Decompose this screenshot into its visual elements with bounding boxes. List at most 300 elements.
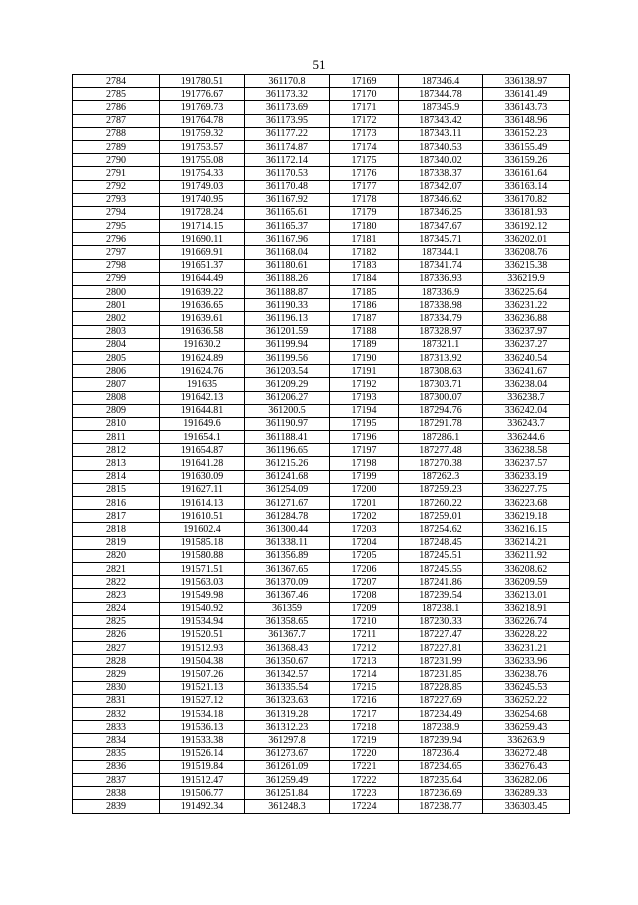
cell-y-coordinate-right: 336245.53 (483, 681, 570, 694)
cell-x-coordinate-left: 191527.12 (160, 694, 245, 707)
cell-x-coordinate-left: 191759.32 (160, 127, 245, 140)
cell-x-coordinate-right: 187259.01 (399, 510, 483, 523)
cell-point-number-right: 17197 (330, 444, 399, 457)
cell-point-number-left: 2808 (73, 391, 160, 404)
cell-y-coordinate-right: 336170.82 (483, 193, 570, 206)
cell-point-number-right: 17171 (330, 101, 399, 114)
cell-point-number-left: 2817 (73, 510, 160, 523)
cell-y-coordinate-left: 361273.67 (245, 747, 330, 760)
cell-y-coordinate-left: 361284.78 (245, 510, 330, 523)
cell-point-number-left: 2797 (73, 246, 160, 259)
cell-y-coordinate-right: 336254.68 (483, 708, 570, 721)
cell-y-coordinate-right: 336218.91 (483, 602, 570, 615)
cell-y-coordinate-right: 336211.92 (483, 549, 570, 562)
cell-y-coordinate-right: 336252.22 (483, 694, 570, 707)
cell-point-number-left: 2829 (73, 668, 160, 681)
cell-point-number-left: 2793 (73, 193, 160, 206)
cell-x-coordinate-left: 191492.34 (160, 800, 245, 813)
cell-x-coordinate-right: 187341.74 (399, 259, 483, 272)
cell-x-coordinate-right: 187239.94 (399, 734, 483, 747)
cell-x-coordinate-right: 187238.77 (399, 800, 483, 813)
cell-y-coordinate-left: 361370.09 (245, 576, 330, 589)
cell-x-coordinate-left: 191624.89 (160, 351, 245, 364)
cell-point-number-left: 2821 (73, 562, 160, 575)
cell-x-coordinate-left: 191614.13 (160, 497, 245, 510)
table-row (73, 114, 570, 127)
cell-x-coordinate-left: 191512.47 (160, 773, 245, 786)
cell-y-coordinate-right: 336226.74 (483, 615, 570, 628)
cell-x-coordinate-left: 191639.22 (160, 286, 245, 299)
cell-x-coordinate-right: 187347.67 (399, 220, 483, 233)
cell-x-coordinate-right: 187260.22 (399, 497, 483, 510)
cell-y-coordinate-left: 361190.97 (245, 417, 330, 430)
cell-y-coordinate-right: 336208.76 (483, 246, 570, 259)
cell-y-coordinate-left: 361356.89 (245, 549, 330, 562)
cell-y-coordinate-left: 361297.8 (245, 734, 330, 747)
table-row (73, 734, 570, 747)
cell-y-coordinate-left: 361312.23 (245, 721, 330, 734)
cell-point-number-right: 17195 (330, 417, 399, 430)
cell-y-coordinate-left: 361200.5 (245, 404, 330, 417)
table-row (73, 286, 570, 299)
table-row (73, 101, 570, 114)
cell-point-number-right: 17180 (330, 220, 399, 233)
table-row (73, 497, 570, 510)
cell-point-number-left: 2825 (73, 615, 160, 628)
cell-point-number-right: 17173 (330, 127, 399, 140)
cell-y-coordinate-right: 336238.7 (483, 391, 570, 404)
cell-point-number-left: 2784 (73, 75, 160, 88)
table-row (73, 510, 570, 523)
cell-x-coordinate-right: 187228.85 (399, 681, 483, 694)
cell-y-coordinate-right: 336208.62 (483, 562, 570, 575)
cell-point-number-left: 2807 (73, 378, 160, 391)
cell-point-number-left: 2799 (73, 272, 160, 285)
cell-x-coordinate-right: 187286.1 (399, 431, 483, 444)
cell-point-number-right: 17198 (330, 457, 399, 470)
cell-y-coordinate-left: 361259.49 (245, 773, 330, 786)
table-row (73, 206, 570, 219)
cell-x-coordinate-left: 191526.14 (160, 747, 245, 760)
cell-y-coordinate-right: 336213.01 (483, 589, 570, 602)
cell-x-coordinate-left: 191639.61 (160, 312, 245, 325)
cell-x-coordinate-left: 191533.38 (160, 734, 245, 747)
cell-x-coordinate-right: 187245.51 (399, 549, 483, 562)
cell-x-coordinate-right: 187338.98 (399, 299, 483, 312)
cell-x-coordinate-right: 187230.33 (399, 615, 483, 628)
cell-point-number-left: 2815 (73, 483, 160, 496)
cell-x-coordinate-left: 191753.57 (160, 140, 245, 153)
cell-x-coordinate-left: 191624.76 (160, 365, 245, 378)
cell-x-coordinate-right: 187254.62 (399, 523, 483, 536)
cell-y-coordinate-left: 361300.44 (245, 523, 330, 536)
cell-point-number-right: 17176 (330, 167, 399, 180)
cell-x-coordinate-left: 191690.11 (160, 233, 245, 246)
cell-x-coordinate-left: 191571.51 (160, 562, 245, 575)
cell-y-coordinate-left: 361254.09 (245, 483, 330, 496)
cell-point-number-right: 17188 (330, 325, 399, 338)
cell-x-coordinate-left: 191519.84 (160, 760, 245, 773)
cell-x-coordinate-right: 187239.54 (399, 589, 483, 602)
cell-y-coordinate-right: 336240.54 (483, 351, 570, 364)
cell-y-coordinate-left: 361170.48 (245, 180, 330, 193)
cell-x-coordinate-right: 187321.1 (399, 338, 483, 351)
cell-y-coordinate-left: 361167.92 (245, 193, 330, 206)
table-row (73, 431, 570, 444)
cell-point-number-left: 2802 (73, 312, 160, 325)
cell-point-number-right: 17196 (330, 431, 399, 444)
cell-point-number-right: 17182 (330, 246, 399, 259)
cell-x-coordinate-right: 187303.71 (399, 378, 483, 391)
cell-point-number-right: 17209 (330, 602, 399, 615)
cell-y-coordinate-left: 361170.8 (245, 75, 330, 88)
cell-y-coordinate-right: 336138.97 (483, 75, 570, 88)
cell-x-coordinate-right: 187234.65 (399, 760, 483, 773)
cell-point-number-right: 17213 (330, 655, 399, 668)
cell-point-number-left: 2805 (73, 351, 160, 364)
cell-point-number-left: 2801 (73, 299, 160, 312)
cell-y-coordinate-left: 361165.37 (245, 220, 330, 233)
cell-x-coordinate-left: 191769.73 (160, 101, 245, 114)
cell-x-coordinate-left: 191749.03 (160, 180, 245, 193)
cell-point-number-right: 17184 (330, 272, 399, 285)
cell-x-coordinate-left: 191644.49 (160, 272, 245, 285)
cell-x-coordinate-right: 187345.71 (399, 233, 483, 246)
cell-x-coordinate-right: 187227.69 (399, 694, 483, 707)
cell-x-coordinate-left: 191755.08 (160, 154, 245, 167)
cell-y-coordinate-right: 336209.59 (483, 576, 570, 589)
cell-x-coordinate-right: 187245.55 (399, 562, 483, 575)
cell-x-coordinate-right: 187343.11 (399, 127, 483, 140)
cell-point-number-right: 17170 (330, 88, 399, 101)
cell-point-number-left: 2828 (73, 655, 160, 668)
cell-x-coordinate-right: 187227.81 (399, 642, 483, 655)
cell-y-coordinate-right: 336231.22 (483, 299, 570, 312)
cell-y-coordinate-right: 336233.96 (483, 655, 570, 668)
cell-y-coordinate-right: 336181.93 (483, 206, 570, 219)
cell-point-number-right: 17201 (330, 497, 399, 510)
table-row (73, 75, 570, 88)
cell-point-number-right: 17193 (330, 391, 399, 404)
cell-x-coordinate-left: 191520.51 (160, 628, 245, 641)
cell-y-coordinate-right: 336143.73 (483, 101, 570, 114)
table-row (73, 444, 570, 457)
cell-y-coordinate-right: 336272.48 (483, 747, 570, 760)
cell-x-coordinate-right: 187236.4 (399, 747, 483, 760)
cell-x-coordinate-right: 187344.78 (399, 88, 483, 101)
cell-y-coordinate-right: 336237.57 (483, 457, 570, 470)
table-row (73, 220, 570, 233)
cell-y-coordinate-left: 361190.33 (245, 299, 330, 312)
coordinates-table (72, 74, 570, 814)
cell-y-coordinate-left: 361188.41 (245, 431, 330, 444)
cell-x-coordinate-left: 191669.91 (160, 246, 245, 259)
cell-y-coordinate-left: 361368.43 (245, 642, 330, 655)
table-row (73, 391, 570, 404)
cell-point-number-left: 2833 (73, 721, 160, 734)
cell-point-number-right: 17178 (330, 193, 399, 206)
table-row (73, 365, 570, 378)
cell-point-number-right: 17192 (330, 378, 399, 391)
cell-x-coordinate-left: 191534.94 (160, 615, 245, 628)
cell-y-coordinate-right: 336263.9 (483, 734, 570, 747)
cell-point-number-right: 17172 (330, 114, 399, 127)
page-number: 51 (312, 57, 326, 72)
cell-y-coordinate-left: 361367.7 (245, 628, 330, 641)
table-row (73, 233, 570, 246)
cell-x-coordinate-right: 187259.23 (399, 483, 483, 496)
cell-x-coordinate-right: 187313.92 (399, 351, 483, 364)
cell-y-coordinate-right: 336223.68 (483, 497, 570, 510)
cell-x-coordinate-right: 187343.42 (399, 114, 483, 127)
cell-x-coordinate-right: 187294.76 (399, 404, 483, 417)
cell-y-coordinate-right: 336237.27 (483, 338, 570, 351)
cell-point-number-right: 17174 (330, 140, 399, 153)
cell-point-number-right: 17202 (330, 510, 399, 523)
cell-x-coordinate-left: 191610.51 (160, 510, 245, 523)
cell-y-coordinate-right: 336233.19 (483, 470, 570, 483)
cell-point-number-left: 2786 (73, 101, 160, 114)
cell-point-number-left: 2790 (73, 154, 160, 167)
cell-point-number-left: 2791 (73, 167, 160, 180)
cell-x-coordinate-left: 191644.81 (160, 404, 245, 417)
cell-point-number-left: 2834 (73, 734, 160, 747)
cell-point-number-left: 2800 (73, 286, 160, 299)
cell-x-coordinate-left: 191754.33 (160, 167, 245, 180)
cell-x-coordinate-left: 191507.26 (160, 668, 245, 681)
cell-point-number-left: 2827 (73, 642, 160, 655)
cell-x-coordinate-left: 191641.28 (160, 457, 245, 470)
table-row (73, 760, 570, 773)
cell-x-coordinate-right: 187238.1 (399, 602, 483, 615)
cell-x-coordinate-left: 191764.78 (160, 114, 245, 127)
cell-y-coordinate-right: 336231.21 (483, 642, 570, 655)
cell-point-number-right: 17220 (330, 747, 399, 760)
cell-point-number-left: 2789 (73, 140, 160, 153)
cell-point-number-left: 2826 (73, 628, 160, 641)
cell-x-coordinate-right: 187334.79 (399, 312, 483, 325)
cell-y-coordinate-left: 361206.27 (245, 391, 330, 404)
cell-y-coordinate-right: 336236.88 (483, 312, 570, 325)
cell-y-coordinate-right: 336289.33 (483, 787, 570, 800)
cell-x-coordinate-right: 187308.63 (399, 365, 483, 378)
cell-y-coordinate-left: 361251.84 (245, 787, 330, 800)
cell-y-coordinate-right: 336238.76 (483, 668, 570, 681)
cell-point-number-left: 2809 (73, 404, 160, 417)
cell-x-coordinate-left: 191534.18 (160, 708, 245, 721)
cell-y-coordinate-right: 336238.04 (483, 378, 570, 391)
cell-y-coordinate-left: 361335.54 (245, 681, 330, 694)
cell-point-number-left: 2837 (73, 773, 160, 786)
cell-y-coordinate-left: 361180.61 (245, 259, 330, 272)
cell-point-number-right: 17219 (330, 734, 399, 747)
table-row (73, 694, 570, 707)
cell-y-coordinate-right: 336152.23 (483, 127, 570, 140)
cell-point-number-right: 17204 (330, 536, 399, 549)
table-row (73, 549, 570, 562)
table-row (73, 127, 570, 140)
cell-point-number-right: 17189 (330, 338, 399, 351)
cell-point-number-left: 2831 (73, 694, 160, 707)
cell-point-number-left: 2788 (73, 127, 160, 140)
cell-y-coordinate-right: 336159.26 (483, 154, 570, 167)
cell-point-number-right: 17175 (330, 154, 399, 167)
cell-y-coordinate-left: 361241.68 (245, 470, 330, 483)
cell-point-number-right: 17207 (330, 576, 399, 589)
cell-point-number-right: 17218 (330, 721, 399, 734)
cell-x-coordinate-right: 187291.78 (399, 417, 483, 430)
table-row (73, 536, 570, 549)
table-row (73, 721, 570, 734)
table-row (73, 88, 570, 101)
cell-point-number-right: 17190 (330, 351, 399, 364)
cell-y-coordinate-left: 361173.69 (245, 101, 330, 114)
table-row (73, 404, 570, 417)
cell-y-coordinate-left: 361165.61 (245, 206, 330, 219)
cell-point-number-left: 2810 (73, 417, 160, 430)
cell-y-coordinate-left: 361338.11 (245, 536, 330, 549)
cell-point-number-left: 2794 (73, 206, 160, 219)
cell-point-number-left: 2785 (73, 88, 160, 101)
cell-y-coordinate-right: 336192.12 (483, 220, 570, 233)
cell-y-coordinate-right: 336259.43 (483, 721, 570, 734)
cell-point-number-right: 17206 (330, 562, 399, 575)
table-row (73, 787, 570, 800)
cell-x-coordinate-left: 191654.87 (160, 444, 245, 457)
cell-y-coordinate-right: 336238.58 (483, 444, 570, 457)
cell-y-coordinate-left: 361173.95 (245, 114, 330, 127)
cell-x-coordinate-right: 187300.07 (399, 391, 483, 404)
cell-x-coordinate-right: 187270.38 (399, 457, 483, 470)
cell-point-number-left: 2818 (73, 523, 160, 536)
cell-x-coordinate-right: 187346.4 (399, 75, 483, 88)
cell-y-coordinate-left: 361323.63 (245, 694, 330, 707)
cell-y-coordinate-left: 361199.94 (245, 338, 330, 351)
table-row (73, 338, 570, 351)
cell-x-coordinate-right: 187248.45 (399, 536, 483, 549)
cell-x-coordinate-left: 191776.67 (160, 88, 245, 101)
table-row (73, 259, 570, 272)
cell-x-coordinate-right: 187262.3 (399, 470, 483, 483)
cell-y-coordinate-right: 336228.22 (483, 628, 570, 641)
cell-point-number-left: 2814 (73, 470, 160, 483)
cell-x-coordinate-right: 187340.53 (399, 140, 483, 153)
cell-point-number-left: 2787 (73, 114, 160, 127)
cell-y-coordinate-right: 336237.97 (483, 325, 570, 338)
cell-y-coordinate-left: 361188.87 (245, 286, 330, 299)
cell-point-number-right: 17203 (330, 523, 399, 536)
cell-x-coordinate-left: 191521.13 (160, 681, 245, 694)
table-row (73, 167, 570, 180)
cell-y-coordinate-right: 336282.06 (483, 773, 570, 786)
cell-y-coordinate-left: 361172.14 (245, 154, 330, 167)
table-row (73, 378, 570, 391)
cell-x-coordinate-right: 187231.85 (399, 668, 483, 681)
cell-x-coordinate-left: 191636.58 (160, 325, 245, 338)
cell-y-coordinate-left: 361173.32 (245, 88, 330, 101)
cell-point-number-left: 2822 (73, 576, 160, 589)
cell-x-coordinate-left: 191504.38 (160, 655, 245, 668)
cell-y-coordinate-left: 361359 (245, 602, 330, 615)
table-row (73, 193, 570, 206)
cell-x-coordinate-left: 191512.93 (160, 642, 245, 655)
cell-y-coordinate-left: 361177.22 (245, 127, 330, 140)
table-row (73, 312, 570, 325)
cell-y-coordinate-left: 361174.87 (245, 140, 330, 153)
cell-y-coordinate-left: 361196.13 (245, 312, 330, 325)
cell-point-number-right: 17224 (330, 800, 399, 813)
cell-x-coordinate-right: 187277.48 (399, 444, 483, 457)
cell-y-coordinate-right: 336225.64 (483, 286, 570, 299)
cell-y-coordinate-left: 361358.65 (245, 615, 330, 628)
cell-x-coordinate-left: 191780.51 (160, 75, 245, 88)
cell-point-number-right: 17211 (330, 628, 399, 641)
cell-y-coordinate-left: 361261.09 (245, 760, 330, 773)
cell-x-coordinate-left: 191580.88 (160, 549, 245, 562)
table-row (73, 615, 570, 628)
cell-point-number-right: 17187 (330, 312, 399, 325)
cell-y-coordinate-right: 336303.45 (483, 800, 570, 813)
cell-x-coordinate-right: 187340.02 (399, 154, 483, 167)
cell-point-number-right: 17169 (330, 75, 399, 88)
cell-point-number-right: 17215 (330, 681, 399, 694)
table-row (73, 523, 570, 536)
cell-point-number-left: 2816 (73, 497, 160, 510)
cell-point-number-right: 17191 (330, 365, 399, 378)
cell-point-number-right: 17200 (330, 483, 399, 496)
cell-y-coordinate-right: 336163.14 (483, 180, 570, 193)
cell-y-coordinate-left: 361188.26 (245, 272, 330, 285)
table-row (73, 299, 570, 312)
cell-y-coordinate-left: 361215.26 (245, 457, 330, 470)
cell-y-coordinate-right: 336244.6 (483, 431, 570, 444)
cell-x-coordinate-left: 191563.03 (160, 576, 245, 589)
cell-x-coordinate-right: 187231.99 (399, 655, 483, 668)
table-row (73, 140, 570, 153)
cell-x-coordinate-left: 191635 (160, 378, 245, 391)
cell-x-coordinate-left: 191728.24 (160, 206, 245, 219)
table-row (73, 668, 570, 681)
cell-x-coordinate-right: 187227.47 (399, 628, 483, 641)
table-row (73, 272, 570, 285)
cell-point-number-right: 17179 (330, 206, 399, 219)
cell-point-number-left: 2792 (73, 180, 160, 193)
table-row (73, 457, 570, 470)
table-row (73, 642, 570, 655)
cell-point-number-right: 17221 (330, 760, 399, 773)
cell-point-number-right: 17183 (330, 259, 399, 272)
table-row (73, 417, 570, 430)
cell-y-coordinate-right: 336242.04 (483, 404, 570, 417)
table-row (73, 589, 570, 602)
table-row (73, 681, 570, 694)
cell-point-number-left: 2796 (73, 233, 160, 246)
cell-x-coordinate-left: 191585.18 (160, 536, 245, 549)
cell-point-number-right: 17223 (330, 787, 399, 800)
cell-x-coordinate-left: 191740.95 (160, 193, 245, 206)
cell-y-coordinate-right: 336214.21 (483, 536, 570, 549)
table-row (73, 562, 570, 575)
cell-x-coordinate-right: 187328.97 (399, 325, 483, 338)
cell-point-number-right: 17205 (330, 549, 399, 562)
cell-y-coordinate-right: 336216.15 (483, 523, 570, 536)
cell-x-coordinate-right: 187336.93 (399, 272, 483, 285)
cell-y-coordinate-left: 361367.65 (245, 562, 330, 575)
cell-y-coordinate-left: 361271.67 (245, 497, 330, 510)
cell-x-coordinate-right: 187346.25 (399, 206, 483, 219)
cell-point-number-left: 2836 (73, 760, 160, 773)
cell-x-coordinate-right: 187235.64 (399, 773, 483, 786)
